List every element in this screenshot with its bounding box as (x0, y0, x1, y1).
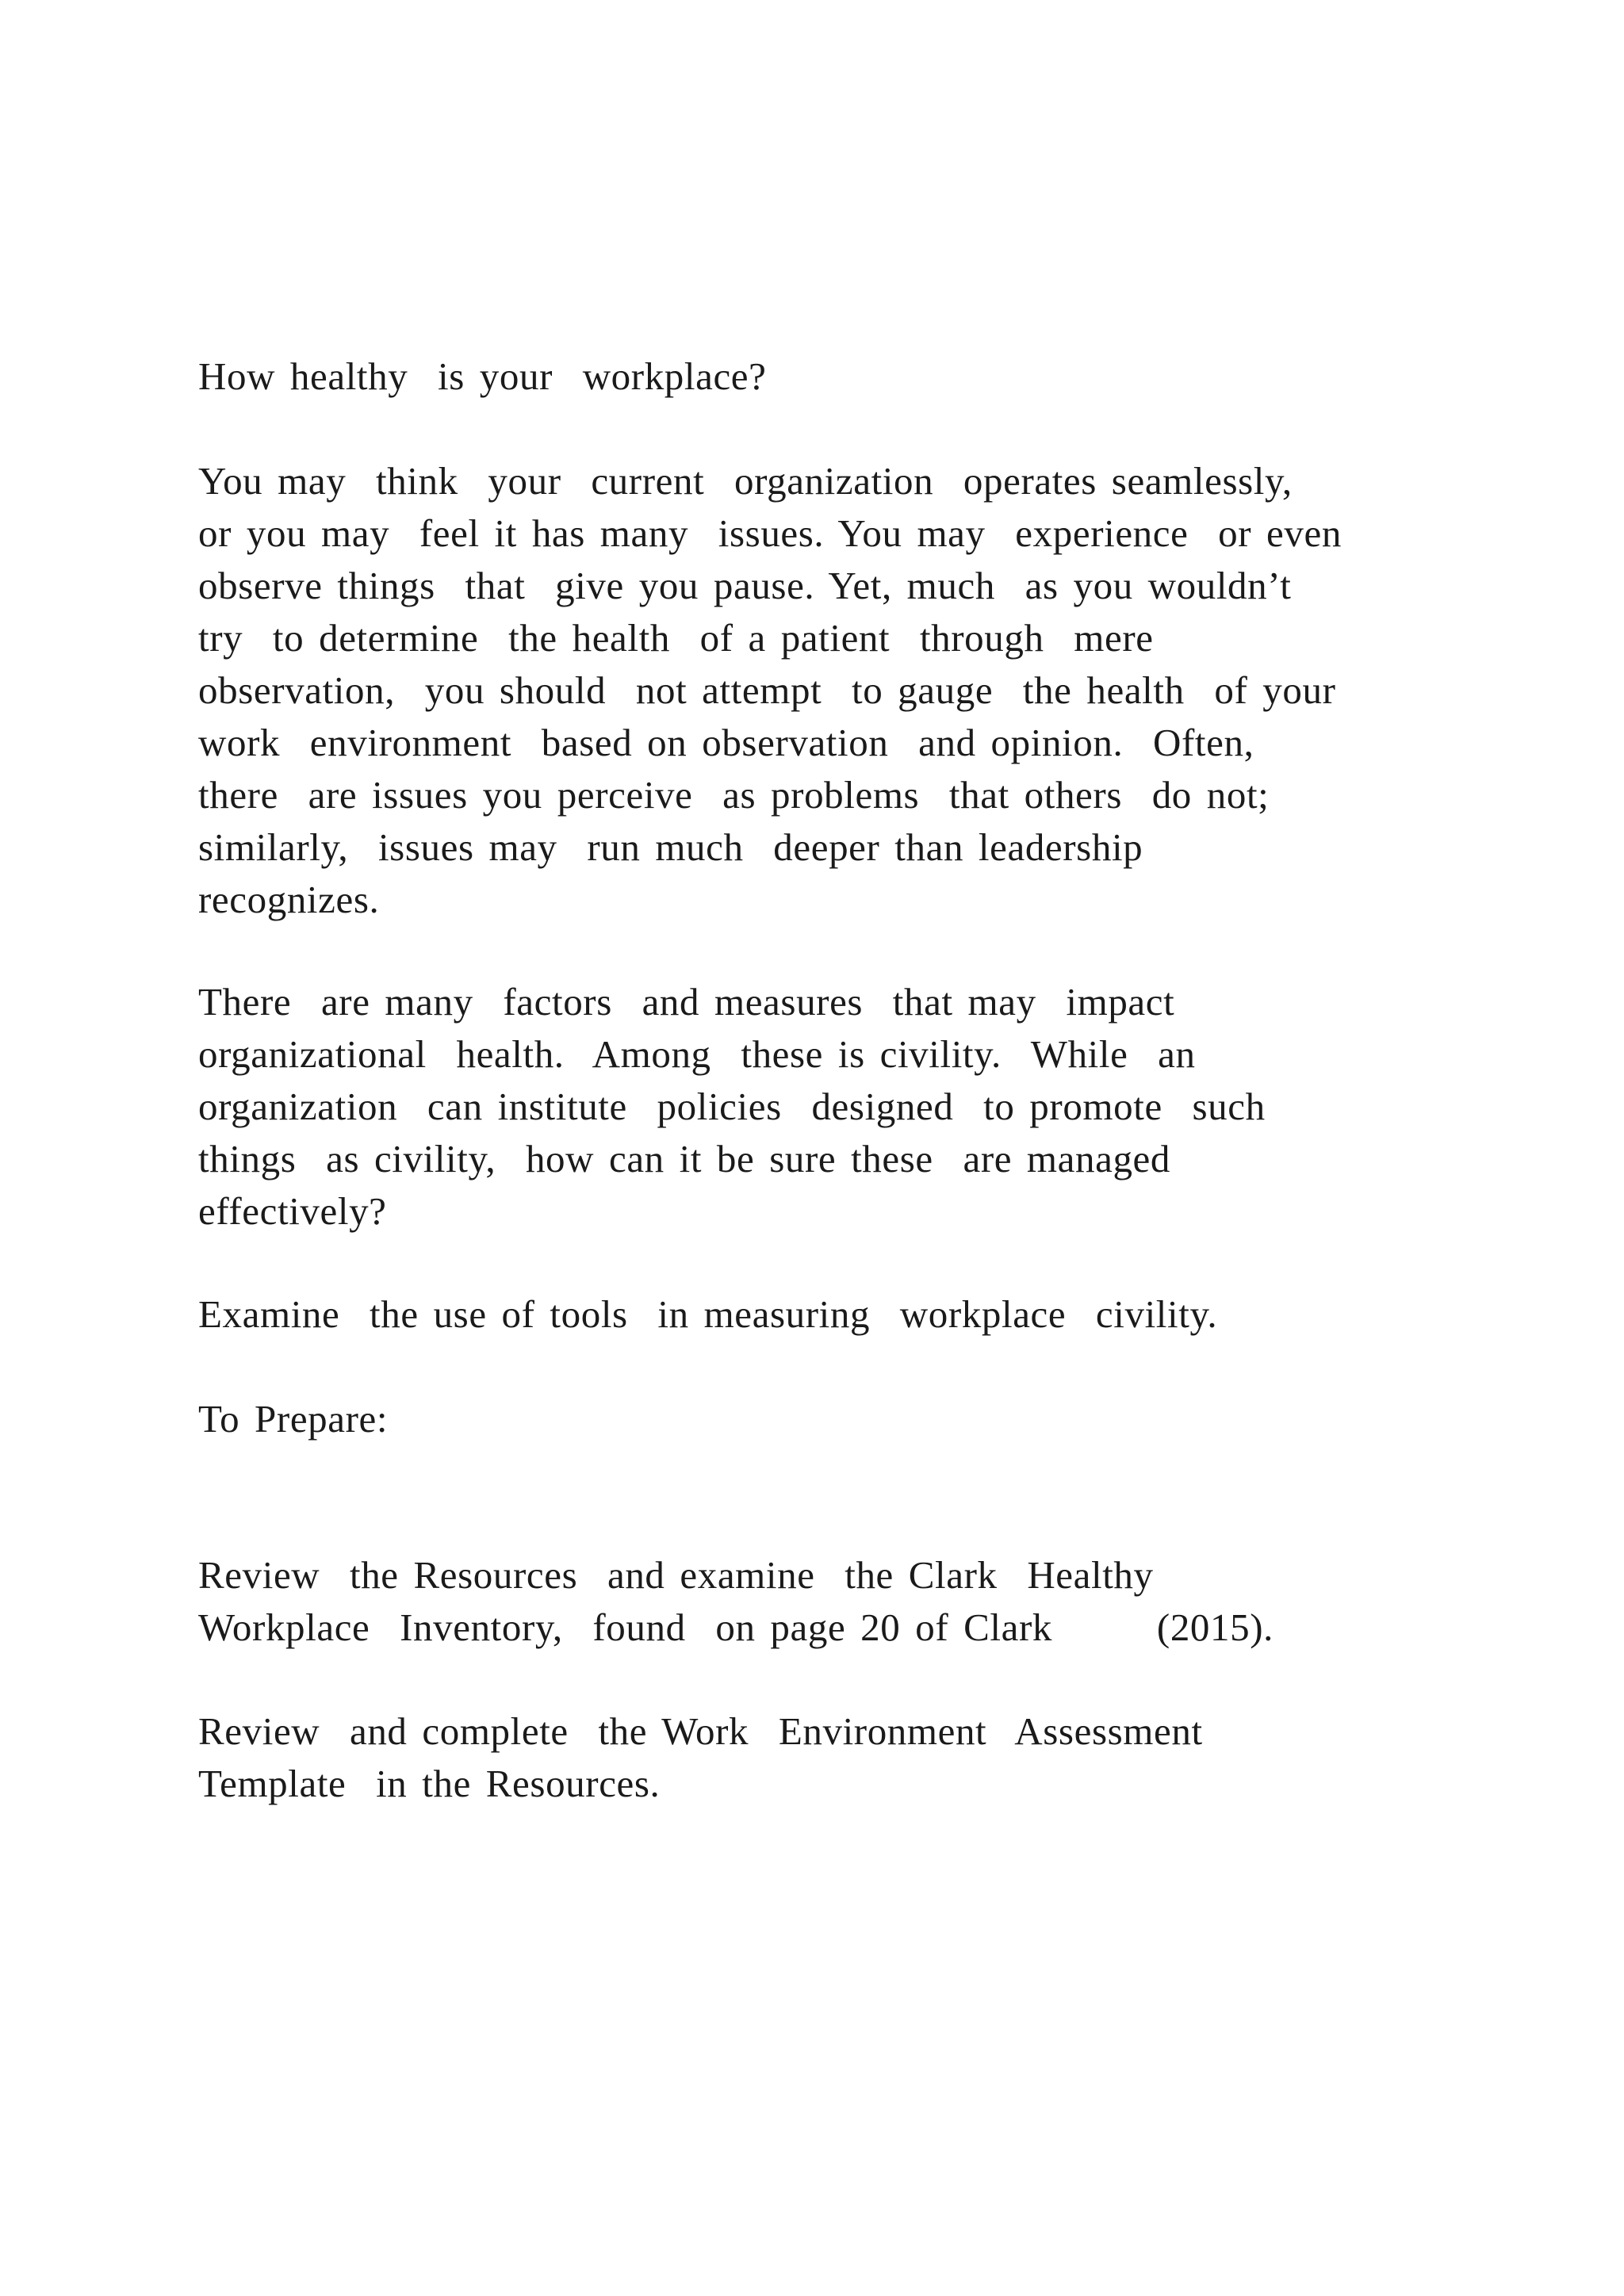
paragraph-line: Examine the use of tools in measuring workplace civility. (198, 1292, 1218, 1336)
heading-line: How healthy is your workplace? (198, 354, 767, 398)
paragraph-line: organizational health. Among these is civility. While an (198, 1032, 1196, 1076)
prepare-item-complete-template (198, 1705, 1530, 1810)
paragraph-line: there are issues you perceive as problems that others do not; (198, 773, 1270, 817)
prepare-item-review-resources (198, 1549, 1530, 1654)
paragraph-line: Review the Resources and examine the Clark Healthy (198, 1553, 1154, 1597)
paragraph-examine (198, 1288, 1530, 1341)
paragraph-line: Template in the Resources. (198, 1762, 661, 1805)
paragraph-intro (198, 455, 1530, 926)
paragraph-line: There are many factors and measures that may impact (198, 980, 1175, 1024)
paragraph-line: observe things that give you pause. Yet, much as you wouldn’t (198, 564, 1292, 607)
section-label: To Prepare: (198, 1397, 389, 1441)
paragraph-civility (198, 976, 1530, 1238)
paragraph-line: work environment based on observation and opinion. Often, (198, 721, 1254, 764)
paragraph-line: Workplace Inventory, found on page 20 of Clark (2015). (198, 1605, 1274, 1649)
paragraph-line: try to determine the health of a patient through mere (198, 616, 1154, 660)
paragraph-line: recognizes. (198, 878, 380, 921)
paragraph-line: effectively? (198, 1189, 387, 1233)
paragraph-line: things as civility, how can it be sure these are managed (198, 1137, 1170, 1181)
paragraph-line: similarly, issues may run much deeper than leadership (198, 825, 1143, 869)
to-prepare-label (198, 1393, 1530, 1445)
paragraph-line: observation, you should not attempt to gauge the health of your (198, 668, 1336, 712)
heading (198, 350, 1530, 403)
paragraph-line: You may think your current organization operates seamlessly, (198, 459, 1293, 503)
paragraph-line: organization can institute policies designed to promote such (198, 1085, 1266, 1128)
paragraph-line: Review and complete the Work Environment Assessment (198, 1709, 1203, 1753)
paragraph-line: or you may feel it has many issues. You may experience or even (198, 511, 1342, 555)
